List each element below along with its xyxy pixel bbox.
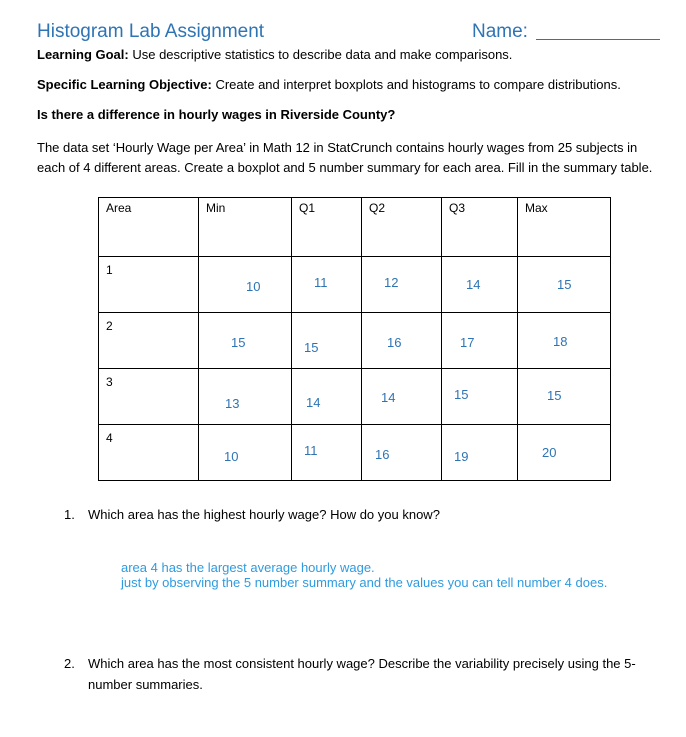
min-value: 10 xyxy=(224,449,239,464)
table-row xyxy=(99,369,611,425)
header-cell xyxy=(442,198,518,257)
q1-value: 15 xyxy=(304,340,319,355)
table-cell[interactable] xyxy=(442,313,518,369)
header-cell xyxy=(518,198,611,257)
learning-goal xyxy=(37,47,512,62)
description-paragraph: The data set ‘Hourly Wage per Area’ in Math 12 in StatCrunch contains hourly wages from 25 subjects in each of 4 different areas. Create a boxplot and 5 number summary for each area. Fill in the summary table. xyxy=(37,140,653,175)
table-cell xyxy=(99,425,199,481)
table-cell[interactable] xyxy=(442,425,518,481)
max-value: 18 xyxy=(553,334,568,349)
table-cell[interactable] xyxy=(362,369,442,425)
max-value: 15 xyxy=(547,388,562,403)
max-value: 20 xyxy=(542,445,557,460)
area-number: 1 xyxy=(106,263,113,277)
table-cell xyxy=(99,257,199,313)
table-cell[interactable] xyxy=(292,257,362,313)
q3-value: 17 xyxy=(460,335,475,350)
table-cell[interactable] xyxy=(362,257,442,313)
learning-objective xyxy=(37,77,621,92)
name-blank-line[interactable] xyxy=(536,39,660,40)
area-number: 3 xyxy=(106,375,113,389)
question-1-text: Which area has the highest hourly wage? How do you know? xyxy=(88,507,440,522)
table-cell[interactable] xyxy=(199,369,292,425)
q2-value: 14 xyxy=(381,390,396,405)
table-cell[interactable] xyxy=(199,425,292,481)
header-cell xyxy=(199,198,292,257)
table-row xyxy=(99,313,611,369)
header-area: Area xyxy=(106,201,132,215)
question-2 xyxy=(64,656,636,671)
question-heading: Is there a difference in hourly wages in Riverside County? xyxy=(37,107,396,122)
answer-1-line-2: just by observing the 5 number summary and the values you can tell number 4 does. xyxy=(121,575,608,590)
table-cell[interactable] xyxy=(292,313,362,369)
table-cell[interactable] xyxy=(362,313,442,369)
table-cell[interactable] xyxy=(518,257,611,313)
q2-value: 12 xyxy=(384,275,399,290)
table-cell xyxy=(99,369,199,425)
question-1-number: 1. xyxy=(64,507,75,522)
table-cell[interactable] xyxy=(292,425,362,481)
table-cell[interactable] xyxy=(442,257,518,313)
table-cell[interactable] xyxy=(199,257,292,313)
learning-objective-text: Create and interpret boxplots and histograms to compare distributions. xyxy=(211,77,621,92)
header-min: Min xyxy=(206,201,226,215)
learning-objective-label: Specific Learning Objective: xyxy=(37,77,212,92)
min-value: 10 xyxy=(246,279,261,294)
table-row xyxy=(99,425,611,481)
learning-goal-text: Use descriptive statistics to describe data and make comparisons. xyxy=(128,47,513,62)
table-cell[interactable] xyxy=(292,369,362,425)
summary-table xyxy=(98,197,611,481)
header-cell xyxy=(292,198,362,257)
header-cell xyxy=(99,198,199,257)
q1-value: 11 xyxy=(304,443,318,458)
learning-goal-label: Learning Goal: xyxy=(37,47,129,62)
table-cell[interactable] xyxy=(199,313,292,369)
table-row xyxy=(99,257,611,313)
question-2-number: 2. xyxy=(64,656,75,671)
question-1 xyxy=(64,507,440,522)
area-number: 4 xyxy=(106,431,113,445)
q3-value: 19 xyxy=(454,449,469,464)
header-q1: Q1 xyxy=(299,201,316,215)
name-label: Name: xyxy=(472,21,528,42)
answer-1[interactable] xyxy=(121,560,607,590)
table-cell[interactable] xyxy=(518,313,611,369)
page-title: Histogram Lab Assignment xyxy=(37,21,265,42)
header-max: Max xyxy=(525,201,548,215)
min-value: 13 xyxy=(225,396,240,411)
question-2-text-continued: number summaries. xyxy=(88,677,203,692)
header-cell xyxy=(362,198,442,257)
q1-value: 11 xyxy=(314,275,328,290)
max-value: 15 xyxy=(557,277,572,292)
table-cell xyxy=(99,313,199,369)
header-q2: Q2 xyxy=(369,201,386,215)
area-number: 2 xyxy=(106,319,113,333)
table-cell[interactable] xyxy=(442,369,518,425)
q3-value: 15 xyxy=(454,387,469,402)
header-q3: Q3 xyxy=(449,201,466,215)
question-2-text: Which area has the most consistent hourly wage? Describe the variability precisely using the 5- xyxy=(88,656,636,671)
table-cell[interactable] xyxy=(518,369,611,425)
answer-1-line-1: area 4 has the largest average hourly wage. xyxy=(121,560,375,575)
table-header-row xyxy=(99,198,611,257)
q2-value: 16 xyxy=(387,335,402,350)
table-cell[interactable] xyxy=(362,425,442,481)
table-cell[interactable] xyxy=(518,425,611,481)
q2-value: 16 xyxy=(375,447,390,462)
min-value: 15 xyxy=(231,335,246,350)
q1-value: 14 xyxy=(306,395,321,410)
q3-value: 14 xyxy=(466,277,481,292)
